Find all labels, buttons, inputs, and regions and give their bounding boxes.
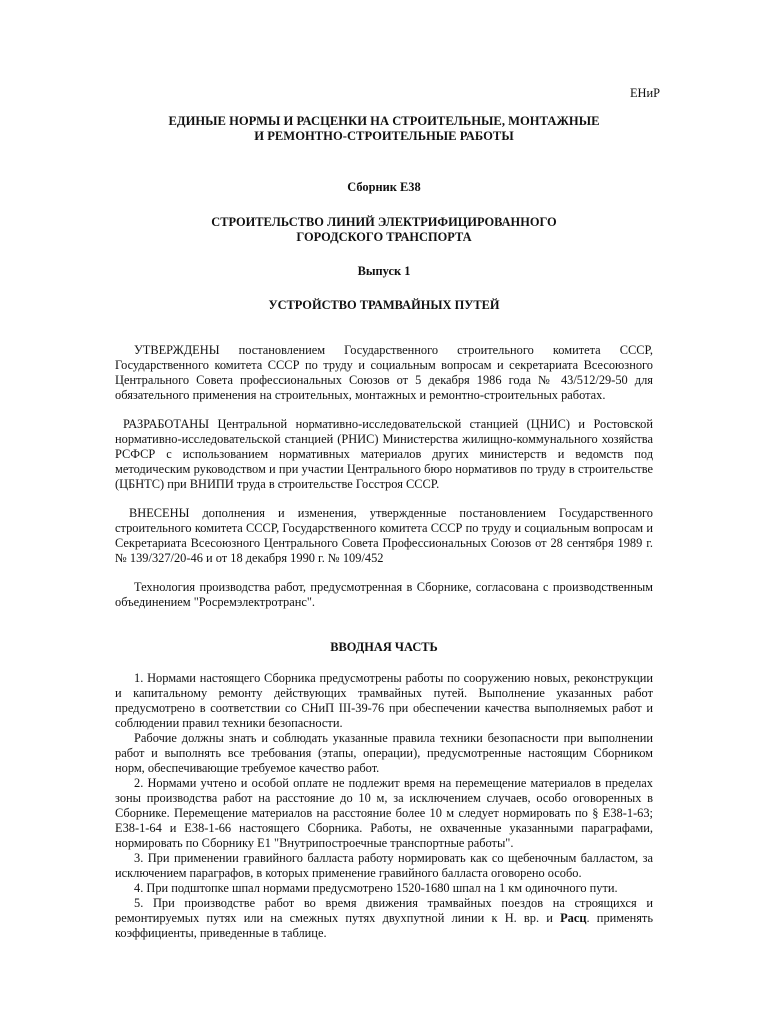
- clause-5-bold: Расц: [560, 911, 587, 925]
- clause-5: [115, 896, 653, 941]
- clause-3: 3. При применении гравийного балласта работу нормировать как со щебеночным балластом, за исключением параграфов, в которых применение гравийного балласта оговорено особо.: [115, 851, 653, 880]
- amended-paragraph: ВНЕСЕНЫ дополнения и изменения, утвержденные постановлением Государственного строительного комитета СССР, Государственного комитета СССР по труду и социальным вопросам и Секретариата Всесоюзного Центрального Совета Профессиональных Союзов от 28 сентября 1989 г. № 139/327/20-46 и от 18 декабря 1990 г. № 109/452: [115, 506, 653, 565]
- intro-heading: ВВОДНАЯ ЧАСТЬ: [330, 640, 438, 654]
- collection-title-line1: СТРОИТЕЛЬСТВО ЛИНИЙ ЭЛЕКТРИФИЦИРОВАННОГО: [211, 215, 557, 229]
- main-title-line1: ЕДИНЫЕ НОРМЫ И РАСЦЕНКИ НА СТРОИТЕЛЬНЫЕ, МОНТАЖНЫЕ: [168, 114, 600, 128]
- clause-1-workers: Рабочие должны знать и соблюдать указанные правила техники безопасности при выполнении работ и выполнять все требования (этапы, операции), предусмотренные настоящим Сборником норм, обеспечивающие требуемое качество работ.: [115, 731, 653, 775]
- corner-label: ЕНиР: [629, 86, 660, 100]
- clause-2: 2. Нормами учтено и особой оплате не подлежит время на перемещение материалов в пределах зоны производства работ на расстояние до 10 м, за исключением случаев, особо оговоренных в Сборнике. Перемещение материалов на расстояние более 10 м следует нормировать по § Е38-1-63; Е38-1-64 и Е38-1-66 настоящего Сборника. Работы, не охваченные указанными параграфами, нормировать по Сборнику Е1 "Внутрипостроечные транспортные работы".: [115, 776, 653, 850]
- collection-title: [115, 215, 653, 245]
- approved-paragraph: УТВЕРЖДЕНЫ постановлением Государственного строительного комитета СССР, Государственного комитета СССР по труду и социальным вопросам и секретариата Всесоюзного Центрального Совета профессиональных Союзов от 5 декабря 1986 года № 43/512/29-50 для обязательного применения на строительных, монтажных и ремонтно-строительных работах.: [115, 343, 653, 402]
- collection-title-line2: ГОРОДСКОГО ТРАНСПОРТА: [296, 230, 472, 244]
- collection-number: Сборник Е38: [347, 180, 421, 194]
- clause-5-text-b: . применять коэффициенты, приведенные в таблице.: [115, 911, 654, 940]
- issue-title: УСТРОЙСТВО ТРАМВАЙНЫХ ПУТЕЙ: [268, 298, 500, 312]
- clause-5-text-a: 5. При производстве работ во время движения трамвайных поездов на строящихся и ремонтируемых путях или на смежных путях двухпутной линии к Н. вр. и: [115, 896, 653, 925]
- main-title-line2: И РЕМОНТНО-СТРОИТЕЛЬНЫЕ РАБОТЫ: [254, 129, 514, 143]
- main-title: [115, 114, 653, 144]
- clause-4: 4. При подштопке шпал нормами предусмотрено 1520-1680 шпал на 1 км одиночного пути.: [134, 881, 618, 895]
- technology-paragraph: Технология производства работ, предусмотренная в Сборнике, согласована с производственным объединением "Росремэлектротранс".: [115, 580, 653, 609]
- clause-1: 1. Нормами настоящего Сборника предусмотрены работы по сооружению новых, реконструкции и капитальному ремонту действующих трамвайных путей. Выполнение указанных работ предусмотрено в соответствии со СНиП III-39-76 при обеспечении качества выполняемых работ и соблюдении правил техники безопасности.: [115, 671, 653, 730]
- developed-paragraph: РАЗРАБОТАНЫ Центральной нормативно-исследовательской станцией (ЦНИС) и Ростовской нормативно-исследовательской станцией (РНИС) Министерства жилищно-коммунального хозяйства РСФСР с использованием нормативных материалов других министерств и ведомств под методическим руководством и при участии Центрального бюро нормативов по труду в строительстве (ЦБНТС) при ВНИПИ труда в строительстве Госстроя СССР.: [115, 417, 653, 491]
- issue-number: Выпуск 1: [357, 264, 411, 278]
